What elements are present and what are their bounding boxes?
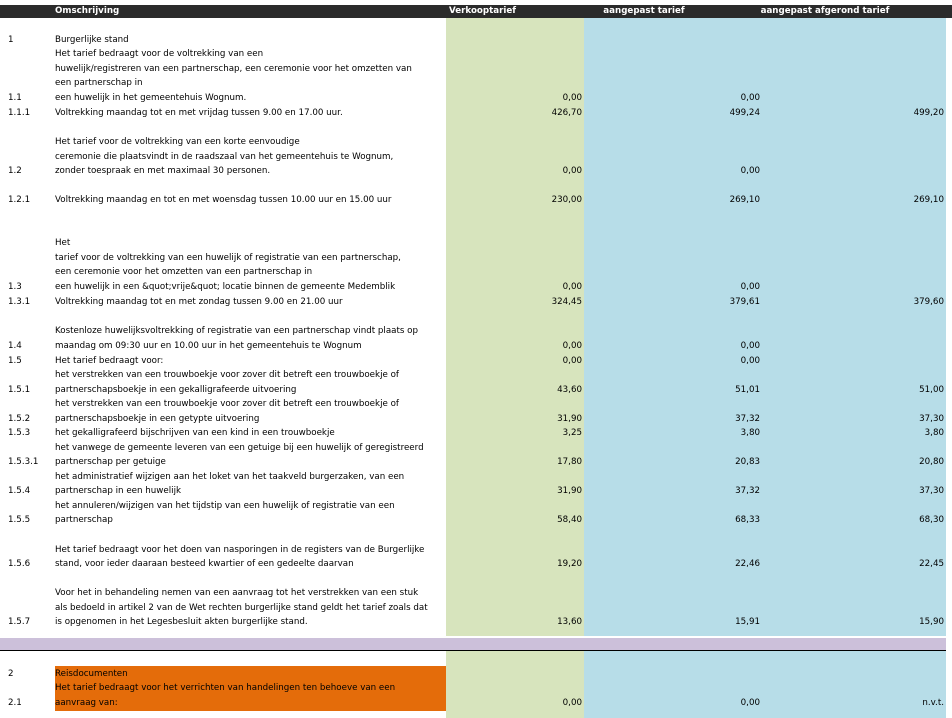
header-aangepast-afgerond-tarief[interactable]: aangepast afgerond tarief [760,6,890,16]
row-number[interactable] [8,543,54,557]
row-verkooptarief[interactable]: 0,00 [562,166,582,176]
row-description[interactable]: stand, voor ieder daaraan besteed kwartier of een gedeelte daarvan [55,559,354,569]
row-number[interactable] [8,62,54,76]
row-verkooptarief[interactable]: 0,00 [562,282,582,292]
row-number[interactable] [8,150,54,164]
row-aangepast-tarief[interactable]: 0,00 [740,282,760,292]
row-aangepast-afgerond-tarief[interactable]: 379,60 [913,297,944,307]
row-aangepast-tarief[interactable]: 0,00 [740,166,760,176]
row-aangepast-tarief[interactable]: 22,46 [735,559,760,569]
row-number[interactable]: 1.2 [8,166,22,176]
row-number[interactable]: 1.4 [8,341,22,351]
row-verkooptarief[interactable]: 324,45 [551,297,582,307]
row-number[interactable] [8,441,54,455]
row-verkooptarief[interactable]: 43,60 [557,385,582,395]
row-verkooptarief[interactable]: 0,00 [562,93,582,103]
row-number[interactable] [8,499,54,513]
row-number[interactable] [8,397,54,411]
row-number[interactable] [8,265,54,279]
row-description[interactable]: partnerschapsboekje in een gekalligrafeerde uitvoering [55,385,297,395]
aangepast-column-fill [584,18,946,636]
row-description[interactable]: huwelijk/registreren van een partnerschap, een ceremonie voor het omzetten van [55,64,412,74]
row-aangepast-tarief[interactable]: 499,24 [729,108,760,118]
row-aangepast-tarief[interactable]: 0,00 [740,356,760,366]
row-aangepast-tarief[interactable]: 15,91 [735,617,760,627]
row-verkooptarief[interactable]: 426,70 [551,108,582,118]
row-aangepast-tarief[interactable]: 0,00 [740,341,760,351]
row-description[interactable]: als bedoeld in artikel 2 van de Wet rechten burgerlijke stand geldt het tarief zoals dat [55,603,428,613]
row-number[interactable] [8,135,54,149]
row-aangepast-afgerond-tarief[interactable]: n.v.t. [922,698,944,708]
row-number[interactable]: 1.5.4 [8,486,31,496]
row-number[interactable] [8,368,54,382]
row-number[interactable] [8,76,54,90]
row-verkooptarief[interactable]: 0,00 [562,698,582,708]
row-number[interactable]: 1.5 [8,356,22,366]
row-number[interactable]: 1.5.5 [8,515,31,525]
row-number[interactable]: 1.5.7 [8,617,31,627]
row-aangepast-afgerond-tarief[interactable]: 22,45 [919,559,944,569]
row-description[interactable]: zonder toespraak en met maximaal 30 personen. [55,166,271,176]
row-description[interactable]: het annuleren/wijzigen van het tijdstip van een huwelijk of registratie van een [55,501,395,511]
row-description[interactable]: Voor het in behandeling nemen van een aanvraag tot het verstrekken van een stuk [55,588,419,598]
row-aangepast-tarief[interactable]: 20,83 [735,457,760,467]
row-number[interactable] [8,601,54,615]
header-verkooptarief[interactable]: Verkooptarief [449,6,517,16]
row-description[interactable]: Het tarief bedraagt voor het verrichten van handelingen ten behoeve van een [55,683,396,693]
row-number[interactable] [8,324,54,338]
row-aangepast-tarief[interactable]: 379,61 [729,297,760,307]
row-description[interactable]: het gekalligrafeerd bijschrijven van een kind in een trouwboekje [55,428,335,438]
row-description[interactable]: Voltrekking maandag tot en met vrijdag tussen 9.00 en 17.00 uur. [55,108,343,118]
row-aangepast-tarief[interactable]: 37,32 [735,414,760,424]
row-aangepast-afgerond-tarief[interactable]: 15,90 [919,617,944,627]
row-description[interactable]: Het tarief bedraagt voor het doen van nasporingen in de registers van de Burgerlijke [55,545,425,555]
row-description[interactable]: tarief voor de voltrekking van een huwelijk of registratie van een partnerschap, [55,253,401,263]
row-description[interactable]: het verstrekken van een trouwboekje voor zover dit betreft een trouwboekje of [55,370,399,380]
row-number[interactable] [8,681,54,695]
row-aangepast-afgerond-tarief[interactable]: 68,30 [919,515,944,525]
row-description[interactable]: het administratief wijzigen aan het loket van het taakveld burgerzaken, van een [55,472,405,482]
row-description[interactable]: een ceremonie voor het omzetten van een partnerschap in [55,267,313,277]
row-aangepast-afgerond-tarief[interactable]: 51,00 [919,385,944,395]
row-description[interactable]: Voltrekking maandag tot en met zondag tussen 9.00 en 21.00 uur [55,297,343,307]
row-number[interactable]: 1.3 [8,282,22,292]
row-number[interactable] [8,586,54,600]
row-description[interactable]: aanvraag van: [55,698,118,708]
row-number[interactable]: 1.1 [8,93,22,103]
row-description[interactable]: Voltrekking maandag en tot en met woensdag tussen 10.00 uur en 15.00 uur [55,195,392,205]
row-verkooptarief[interactable]: 17,80 [557,457,582,467]
section-separator [0,638,946,650]
row-aangepast-tarief[interactable]: 68,33 [735,515,760,525]
row-aangepast-afgerond-tarief[interactable]: 499,20 [913,108,944,118]
row-number[interactable] [8,251,54,265]
row-aangepast-afgerond-tarief[interactable]: 20,80 [919,457,944,467]
row-description[interactable]: Burgerlijke stand [55,35,129,45]
row-number[interactable]: 1 [8,35,14,45]
row-verkooptarief[interactable]: 58,40 [557,515,582,525]
row-description[interactable]: Reisdocumenten [55,669,128,679]
row-description[interactable]: partnerschapsboekje in een getypte uitvoering [55,414,260,424]
row-number[interactable]: 1.1.1 [8,108,31,118]
row-description[interactable]: maandag om 09:30 uur en 10.00 uur in het gemeentehuis te Wognum [55,341,362,351]
row-description[interactable]: Het tarief bedraagt voor: [55,356,164,366]
row-description[interactable]: ceremonie die plaatsvindt in de raadszaal van het gemeentehuis te Wognum, [55,152,394,162]
row-verkooptarief[interactable]: 19,20 [557,559,582,569]
row-number[interactable]: 1.5.1 [8,385,31,395]
aangepast-column-fill-2 [584,651,946,718]
row-number[interactable]: 1.5.3 [8,428,31,438]
row-verkooptarief[interactable]: 230,00 [551,195,582,205]
row-aangepast-afgerond-tarief[interactable]: 3,80 [924,428,944,438]
row-description[interactable]: een huwelijk in het gemeentehuis Wognum. [55,93,247,103]
header-omschrijving[interactable]: Omschrijving [55,6,120,16]
row-description[interactable]: Het [55,238,71,248]
row-description[interactable]: partnerschap per getuige [55,457,166,467]
row-aangepast-tarief[interactable]: 0,00 [740,698,760,708]
row-aangepast-tarief[interactable]: 0,00 [740,93,760,103]
row-description[interactable]: partnerschap [55,515,113,525]
row-verkooptarief[interactable]: 31,90 [557,486,582,496]
row-aangepast-afgerond-tarief[interactable]: 269,10 [913,195,944,205]
row-verkooptarief[interactable]: 0,00 [562,356,582,366]
row-description[interactable]: het verstrekken van een trouwboekje voor zover dit betreft een trouwboekje of [55,399,399,409]
row-aangepast-afgerond-tarief[interactable]: 37,30 [919,414,944,424]
row-number[interactable]: 1.5.6 [8,559,31,569]
row-number[interactable]: 2.1 [8,698,22,708]
row-description[interactable]: het vanwege de gemeente leveren van een getuige bij een huwelijk of geregistreerd [55,443,424,453]
row-number[interactable] [8,470,54,484]
row-description[interactable]: Kostenloze huwelijksvoltrekking of registratie van een partnerschap vindt plaats op [55,326,418,336]
row-number[interactable]: 1.5.3.1 [8,457,39,467]
row-number[interactable] [8,47,54,61]
row-number[interactable]: 1.3.1 [8,297,31,307]
row-description[interactable]: partnerschap in een huwelijk [55,486,182,496]
row-verkooptarief[interactable]: 13,60 [557,617,582,627]
row-number[interactable] [8,236,54,250]
row-description[interactable]: Het tarief bedraagt voor de voltrekking van een [55,49,264,59]
row-number[interactable]: 1.5.2 [8,414,31,424]
row-aangepast-tarief[interactable]: 3,80 [740,428,760,438]
row-description[interactable]: een huwelijk in een &quot;vrije&quot; locatie binnen de gemeente Medemblik [55,282,396,292]
row-description[interactable]: Het tarief voor de voltrekking van een korte eenvoudige [55,137,300,147]
row-number[interactable]: 1.2.1 [8,195,31,205]
row-description[interactable]: een partnerschap in [55,78,143,88]
row-number[interactable]: 2 [8,669,14,679]
row-aangepast-afgerond-tarief[interactable]: 37,30 [919,486,944,496]
row-aangepast-tarief[interactable]: 269,10 [729,195,760,205]
row-aangepast-tarief[interactable]: 37,32 [735,486,760,496]
row-verkooptarief[interactable]: 31,90 [557,414,582,424]
row-verkooptarief[interactable]: 3,25 [562,428,582,438]
row-verkooptarief[interactable]: 0,00 [562,341,582,351]
row-aangepast-tarief[interactable]: 51,01 [735,385,760,395]
header-aangepast-tarief[interactable]: aangepast tarief [603,6,685,16]
row-description[interactable]: is opgenomen in het Legesbesluit akten burgerlijke stand. [55,617,308,627]
